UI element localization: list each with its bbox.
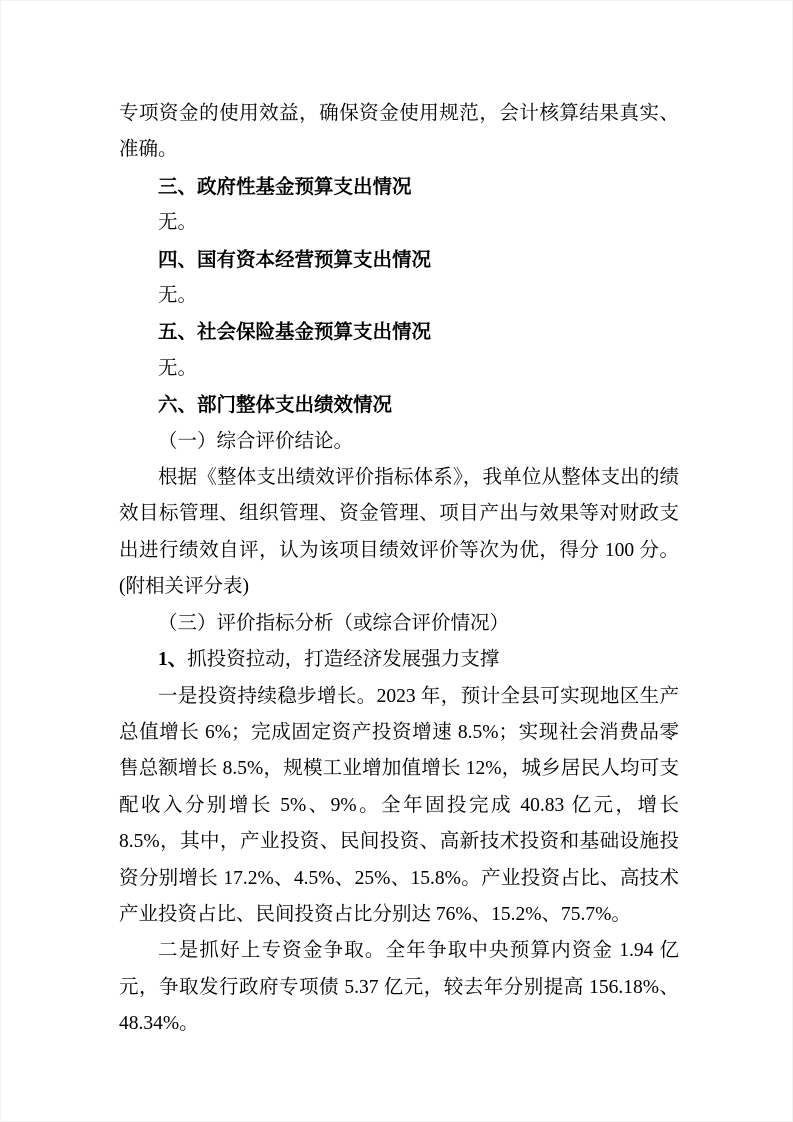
section-heading-5: 五、社会保险基金预算支出情况 [158, 321, 432, 344]
paragraph-investment-growth: 一是投资持续稳步增长。2023 年，预计全县可实现地区生产总值增长 6%；完成固定资产投资增速 8.5%；实现社会消费品零售总额增长 8.5%，规模工业增加值增长 12%，城乡居民人均可支配收入分别增长 5%、9%。全年固投完成 40.83 亿元，增长 8.5%，其中，产业投资、民间投资、高新技术投资和基础设施投资分别增长 17.2%、4.5%、25%、15.8%。产业投资占比、高技术产业投资占比、民间投资占比分别达 76%、15.2%、75.7%。 [119, 685, 679, 925]
subheading-number: 1、 [158, 649, 188, 671]
paragraph-indicator-analysis-title: （三）评价指标分析（或综合评价情况） [158, 612, 510, 634]
paragraph-fund-acquisition: 二是抓好上专资金争取。全年争取中央预算内资金 1.94 亿元，争取发行政府专项债 5.37 亿元，较去年分别提高 156.18%、48.34%。 [119, 940, 679, 1035]
section-heading-6: 六、部门整体支出绩效情况 [158, 394, 393, 417]
subheading-text: 抓投资拉动，打造经济发展强力支撑 [187, 649, 500, 671]
document-body [119, 96, 679, 1043]
numbered-subheading-1 [119, 642, 679, 678]
paragraph-subsection-title: （一）综合评价结论。 [158, 430, 354, 452]
paragraph-continuation: 专项资金的使用效益，确保资金使用规范，会计核算结果真实、准确。 [119, 103, 679, 161]
paragraph-none: 无。 [158, 285, 198, 307]
paragraph-evaluation-conclusion: 根据《整体支出绩效评价指标体系》，我单位从整体支出的绩效目标管理、组织管理、资金管理、项目产出与效果等对财政支出进行绩效自评，认为该项目绩效评价等次为优，得分 100 分。(附相关评分表) [119, 467, 679, 598]
section-heading-3: 三、政府性基金预算支出情况 [158, 175, 412, 198]
section-heading-4: 四、国有资本经营预算支出情况 [158, 248, 432, 271]
paragraph-none: 无。 [158, 212, 198, 234]
paragraph-none: 无。 [158, 357, 198, 379]
